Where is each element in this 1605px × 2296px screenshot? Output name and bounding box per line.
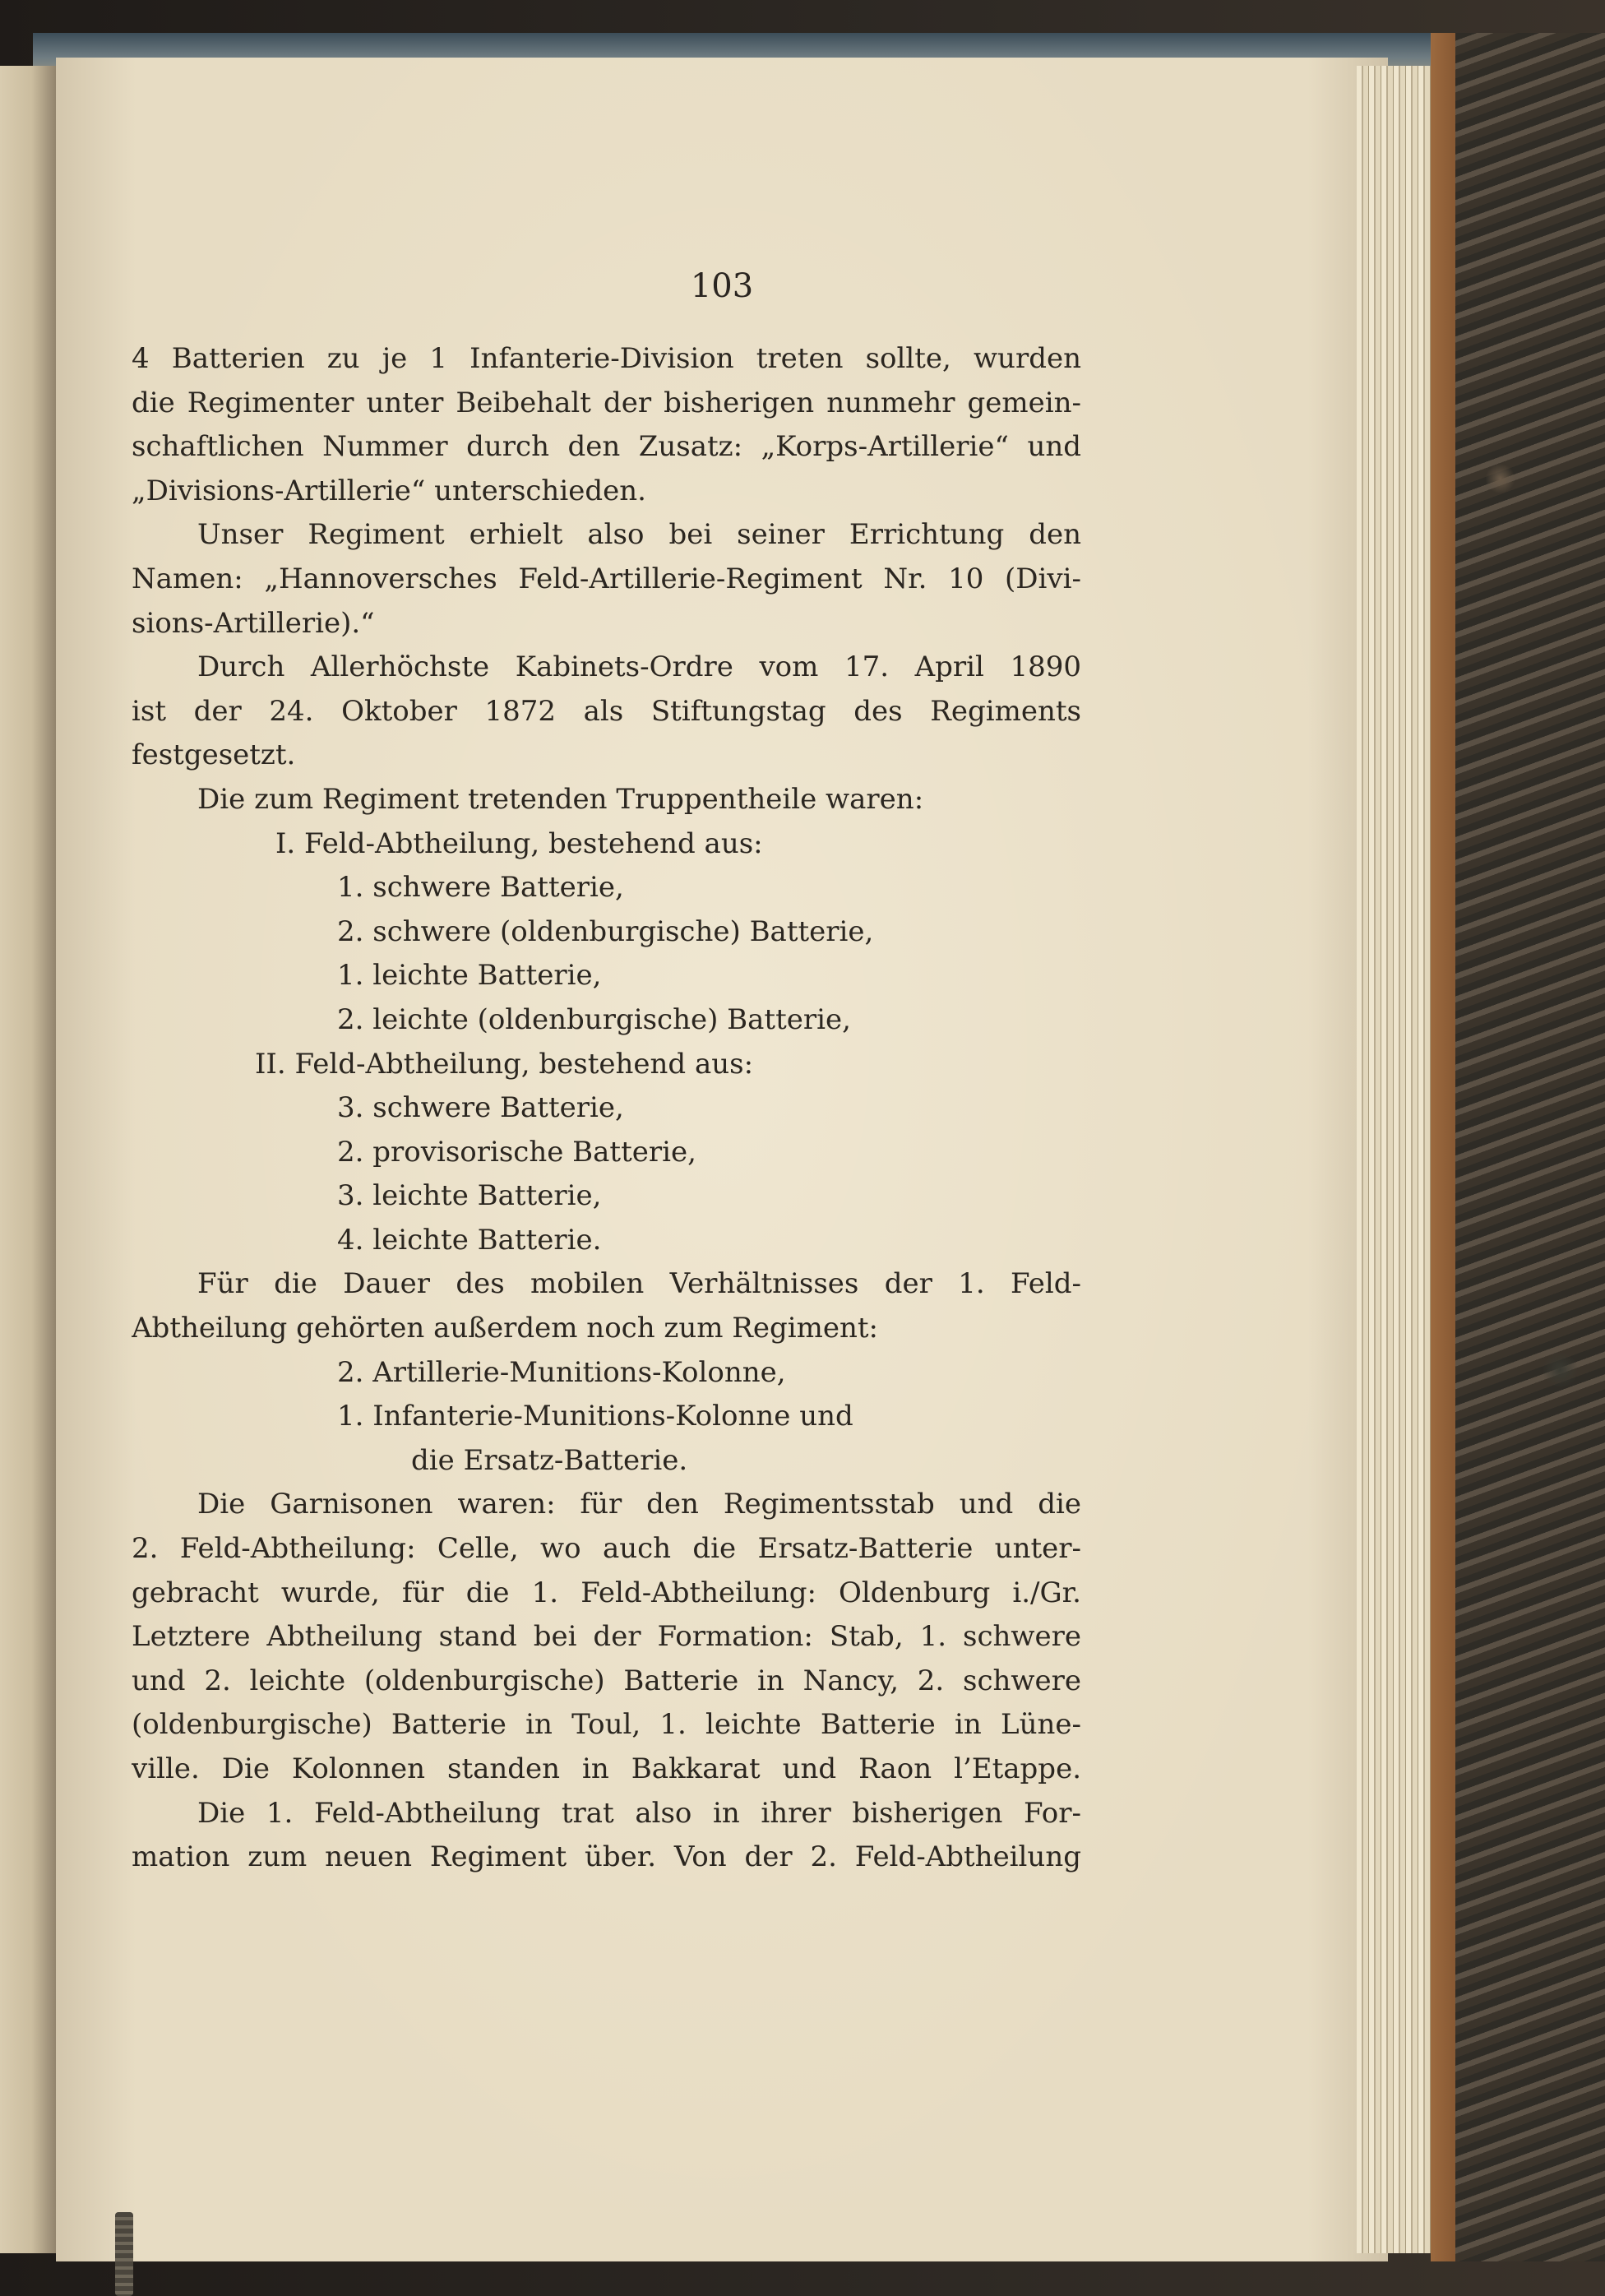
text-line: mation zum neuen Regiment über. Von der 2. Feld-Abtheilung [132,1840,1081,1874]
marbled-endpaper [1455,33,1605,2261]
text-line: (oldenburgische) Batterie in Toul, 1. leichte Batterie in Lüne- [132,1708,1081,1742]
list-item: die Ersatz-Batterie. [411,1443,688,1477]
page-number: 103 [690,267,754,305]
text-line: 4 Batterien zu je 1 Infanterie-Division treten sollte, wurden [132,342,1081,375]
text-line: ville. Die Kolonnen standen in Bakkarat und Raon l’Etappe. [132,1752,1081,1785]
list-item: 1. schwere Batterie, [337,871,624,905]
text-line: 2. Feld-Abtheilung: Celle, wo auch die Ersatz-Batterie unter- [132,1532,1081,1566]
list-item: 1. leichte Batterie, [337,959,602,993]
text-line: Letztere Abtheilung stand bei der Formation: Stab, 1. schwere [132,1620,1081,1654]
facing-page-edge [0,66,58,2253]
list-item: 3. schwere Batterie, [337,1091,624,1125]
list-item: 1. Infanterie-Munitions-Kolonne und [337,1400,853,1433]
text-line: Abtheilung gehörten außerdem noch zum Regiment: [132,1312,879,1345]
text-line: ist der 24. Oktober 1872 als Stiftungstag des Regiments [132,694,1081,728]
text-line: „Divisions-Artillerie“ unterschieden. [132,474,646,507]
text-line: gebracht wurde, für die 1. Feld-Abtheilung: Oldenburg i./Gr. [132,1576,1081,1609]
list-item: 2. schwere (oldenburgische) Batterie, [337,914,874,948]
bookmark-ribbon [115,2212,133,2296]
list-item: 2. leichte (oldenburgische) Batterie, [337,1002,851,1036]
text-line: sions-Artillerie).“ [132,606,375,640]
text-line: Durch Allerhöchste Kabinets-Ordre vom 17. April 1890 [197,650,1081,684]
text-line: Unser Regiment erhielt also bei seiner Errichtung den [197,518,1081,552]
text-line: und 2. leichte (oldenburgische) Batterie in Nancy, 2. schwere [132,1664,1081,1697]
text-line: Die Garnisonen waren: für den Regimentsstab und die [197,1488,1081,1521]
page-edges [1357,66,1431,2253]
list-item: 4. leichte Batterie. [337,1223,602,1257]
text-line: die Regimenter unter Beibehalt der bisherigen nunmehr gemein- [132,386,1081,419]
list-heading: I. Feld-Abtheilung, bestehend aus: [275,826,763,860]
text-line: festgesetzt. [132,738,296,772]
list-item: 2. Artillerie-Munitions-Kolonne, [337,1355,786,1389]
text-line: Die zum Regiment tretenden Truppentheile waren: [197,782,924,816]
list-item: 2. provisorische Batterie, [337,1135,696,1169]
list-heading: II. Feld-Abtheilung, bestehend aus: [255,1047,754,1081]
text-line: Namen: „Hannoversches Feld-Artillerie-Regiment Nr. 10 (Divi- [132,562,1081,595]
page-text [132,337,1081,1880]
text-line: Für die Dauer des mobilen Verhältnisses der 1. Feld- [197,1267,1081,1301]
text-line: schaftlichen Nummer durch den Zusatz: „Korps-Artillerie“ und [132,430,1081,464]
text-line: Die 1. Feld-Abtheilung trat also in ihrer bisherigen For- [197,1796,1081,1830]
list-item: 3. leichte Batterie, [337,1179,602,1213]
